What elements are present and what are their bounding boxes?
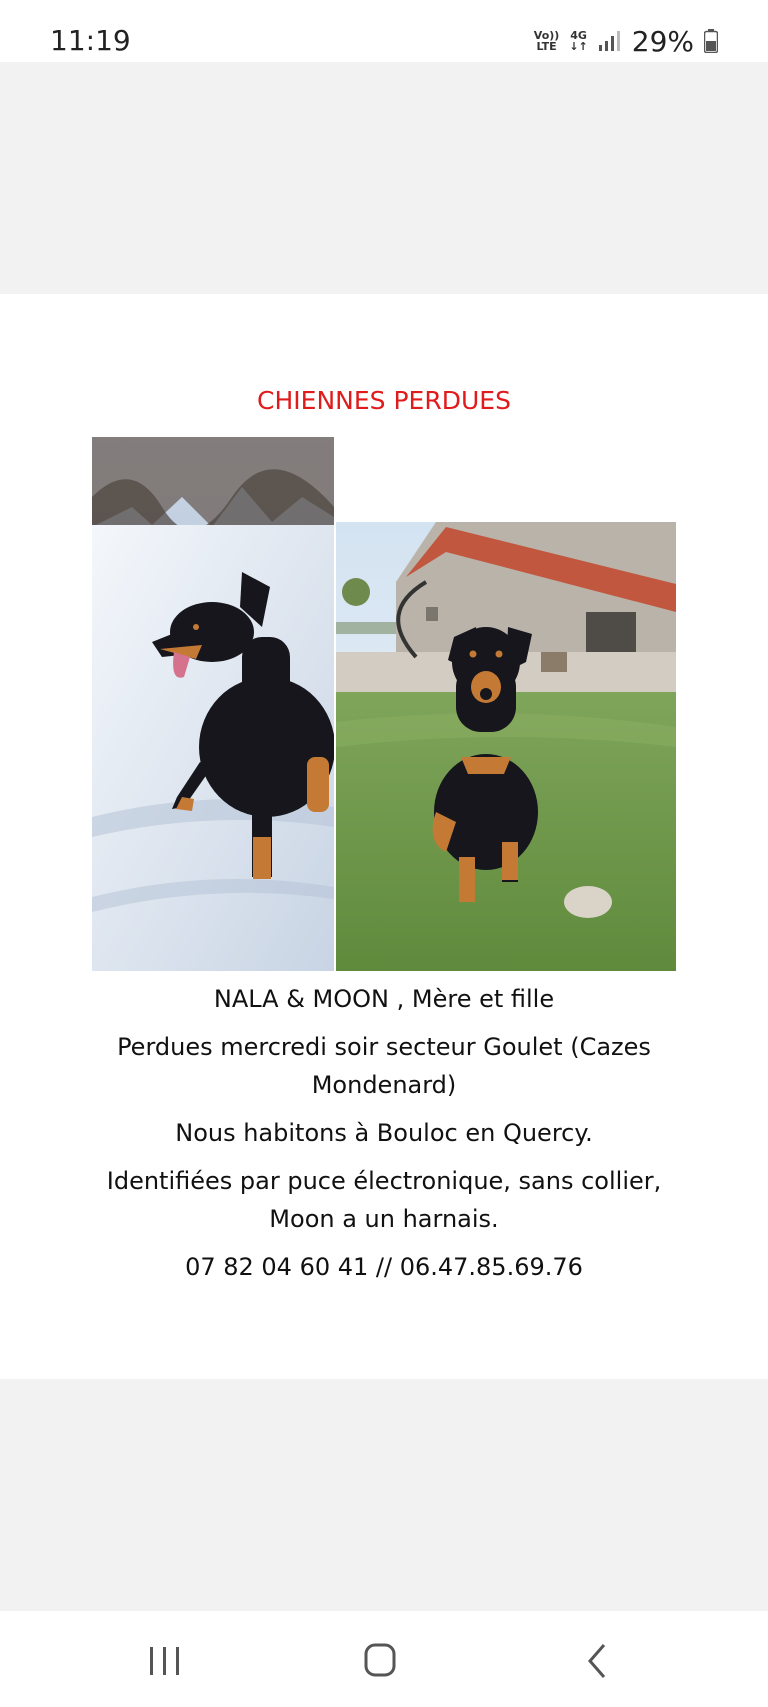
poster-line-lost-location: Perdues mercredi soir secteur Goulet (Cazes Mondenard): [117, 1033, 651, 1099]
recent-apps-button[interactable]: [140, 1639, 190, 1683]
navigation-bar: [0, 1611, 768, 1707]
poster-line-names: NALA & MOON , Mère et fille: [213, 985, 555, 1013]
signal-strength-icon: [598, 30, 622, 52]
poster-line-identification: Identifiées par puce électronique, sans collier, Moon a un harnais.: [106, 1167, 662, 1233]
volte-icon: Vo)) LTE: [533, 29, 560, 53]
poster-title: CHIENNES PERDUES: [257, 386, 511, 415]
status-indicators: [534, 24, 718, 58]
poster-card: [0, 294, 768, 1379]
recent-apps-icon: [140, 1639, 190, 1683]
home-button[interactable]: [355, 1639, 405, 1683]
photo-dog-on-grass: [336, 522, 676, 971]
back-icon: [572, 1639, 622, 1683]
home-icon: [355, 1639, 405, 1683]
back-button[interactable]: [572, 1639, 622, 1683]
poster-line-phone-numbers[interactable]: 07 82 04 60 41 // 06.47.85.69.76: [185, 1253, 583, 1281]
battery-percentage: 29%: [631, 24, 694, 58]
status-bar: [0, 0, 768, 62]
photo-dog-in-snow: [92, 437, 334, 971]
poster-line-home-location: Nous habitons à Bouloc en Quercy.: [175, 1119, 593, 1147]
battery-icon: [704, 29, 718, 53]
network-type-icon: 4G ↓↑: [569, 29, 588, 53]
status-time: 11:19: [50, 24, 131, 57]
